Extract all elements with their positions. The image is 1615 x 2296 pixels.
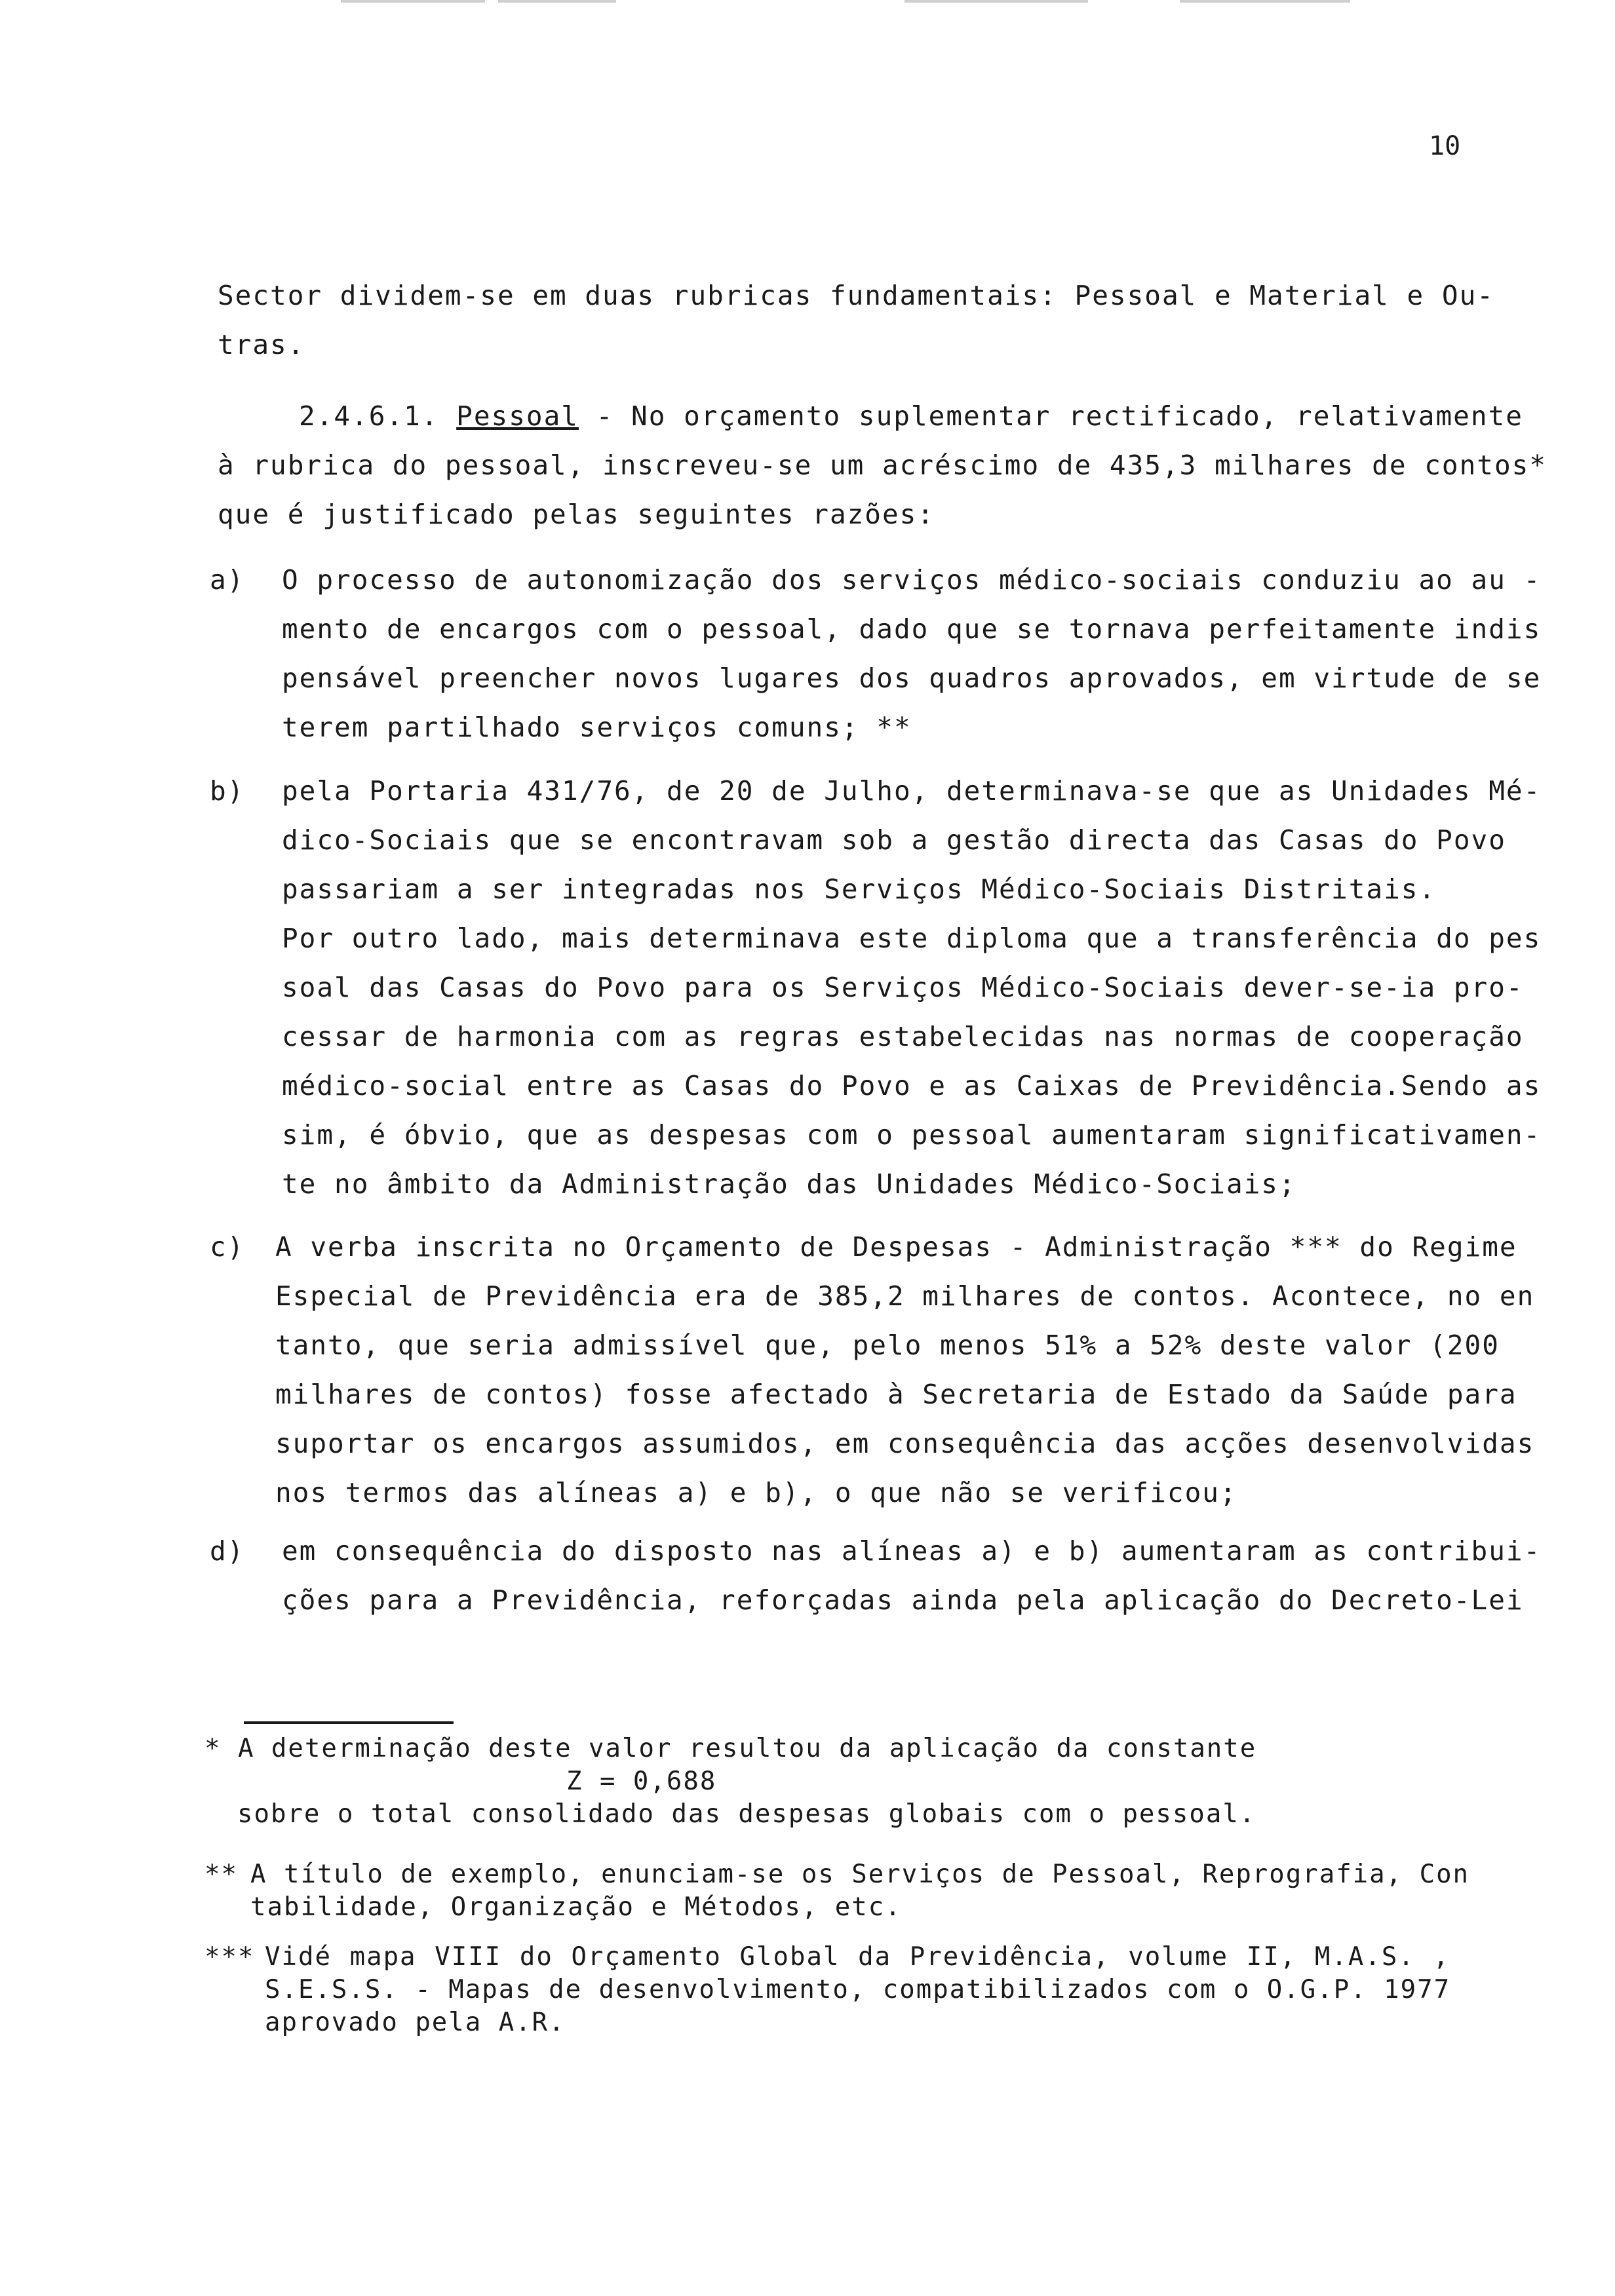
list-item-line: passariam a ser integradas nos Serviços Médico-Sociais Distritais. [282,873,1437,905]
footnote-text: sobre o total consolidado das despesas globais com o pessoal. [237,1799,1256,1829]
footnote-text: A determinação deste valor resultou da aplicação da constante [237,1734,1257,1763]
scan-mark [498,0,616,3]
list-item-line: em consequência do disposto nas alíneas a) e b) aumentaram as contribui- [282,1535,1542,1567]
list-item-line: Especial de Previdência era de 385,2 milhares de contos. Acontece, no en [275,1280,1535,1312]
list-item-line: médico-social entre as Casas do Povo e as Caixas de Previdência.Sendo as [282,1070,1542,1101]
footnote-body [250,1858,1470,1924]
list-item-line: tanto, que seria admissível que, pelo menos 51% a 52% deste valor (200 [275,1330,1500,1361]
list-item-line: cessar de harmonia com as regras estabelecidas nas normas de cooperação [282,1021,1524,1052]
list-item-label: d) [210,1535,245,1567]
list-item-line: Por outro lado, mais determinava este diploma que a transferência do pes [282,923,1542,954]
footnote-line: Vidé mapa VIII do Orçamento Global da Previdência, volume II, M.A.S. , [265,1942,1450,1972]
list-item-line: pensável preencher novos lugares dos quadros aprovados, em virtude de se [282,662,1542,694]
list-item-label: c) [210,1231,245,1263]
list-item-line: suportar os encargos assumidos, em consequência das acções desenvolvidas [275,1428,1535,1459]
page-number: 10 [1429,131,1461,161]
list-item-line: milhares de contos) fosse afectado à Secretaria de Estado da Saúde para [275,1379,1517,1410]
intro-line: tras. [218,329,305,360]
footnote-mark: ** [204,1860,238,1889]
footnote-mark: * [204,1734,222,1763]
list-item-body [275,1223,1535,1518]
footnote-body [265,1941,1450,2039]
list-item-line: A verba inscrita no Orçamento de Despesas - Administração *** do Regime [275,1231,1517,1263]
list-item-body [282,767,1542,1209]
footnote-1 [204,1732,1450,1831]
list-item-line: soal das Casas do Povo para os Serviços Médico-Sociais dever-se-ia pro- [282,972,1524,1003]
footnote-line: aprovado pela A.R. [265,2008,566,2037]
list-item-line: pela Portaria 431/76, de 20 de Julho, determinava-se que as Unidades Mé- [282,775,1542,807]
list-item-line: te no âmbito da Administração das Unidades Médico-Sociais; [282,1168,1296,1200]
list-item-line: mento de encargos com o pessoal, dado que se tornava perfeitamente indis [282,613,1542,645]
list-item-body [282,556,1542,752]
list-item-label: b) [210,775,245,807]
list-item-line: nos termos das alíneas a) e b), o que não se verificou; [275,1477,1237,1508]
section-line: que é justificado pelas seguintes razões: [218,499,935,530]
list-item-line: ções para a Previdência, reforçadas ainda pela aplicação do Decreto-Lei [282,1584,1524,1616]
scan-mark [905,0,1088,3]
intro-line: Sector dividem-se em duas rubricas fundamentais: Pessoal e Material e Ou- [218,280,1494,311]
footnote-line: A título de exemplo, enunciam-se os Serviços de Pessoal, Reprografia, Con [250,1860,1470,1889]
footnote-line [204,1732,1450,1765]
list-item-line: O processo de autonomização dos serviços médico-sociais conduziu ao au - [282,564,1542,596]
scan-mark [341,0,485,3]
footnote-line: S.E.S.S. - Mapas de desenvolvimento, compatibilizados com o O.G.P. 1977 [265,1975,1451,2004]
list-item-line: sim, é óbvio, que as despesas com o pessoal aumentaram significativamen- [282,1119,1542,1151]
intro-paragraph [218,271,1494,370]
footnote-mark: *** [204,1942,255,1972]
scan-mark [1180,0,1350,3]
section-paragraph [218,392,1547,539]
section-lead: - No orçamento suplementar rectificado, relativamente [578,400,1523,432]
footnote-formula: Z = 0,688 [566,1767,717,1796]
section-heading-line [218,392,1523,441]
section-number: 2.4.6.1. [299,400,439,432]
section-line: à rubrica do pessoal, inscreveu-se um acréscimo de 435,3 milhares de contos* [218,450,1547,481]
list-item-line: dico-Sociais que se encontravam sob a gestão directa das Casas do Povo [282,824,1506,856]
list-item-line: terem partilhado serviços comuns; ** [282,712,912,743]
section-heading: Pessoal [456,400,579,432]
footnote-line: tabilidade, Organização e Métodos, etc. [250,1892,902,1922]
list-item-label: a) [210,564,245,596]
footnote-separator [244,1721,454,1724]
list-item-body [282,1527,1542,1625]
